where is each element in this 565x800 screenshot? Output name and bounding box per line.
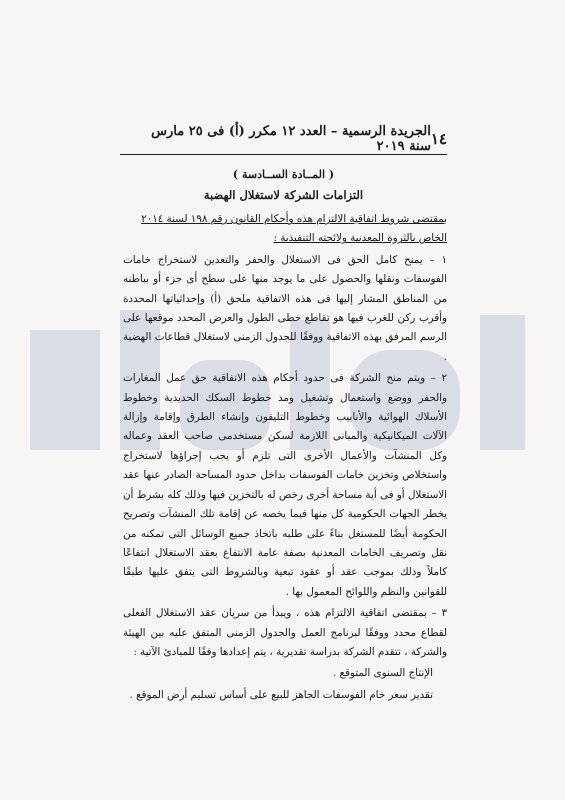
page-number: ١٤	[430, 130, 447, 148]
article-title: ( المــادة الســادسة )	[232, 168, 335, 181]
clause-3: ٣ – بمقتضى اتفاقية الالتزام هذه ، ويبدأ من سريان عقد الاستغلال الفعلى لقطاع محدد ووفقًا لبرنامج العمل والجدول الزمنى المتفق عليه بين الهيئة والشركة ، تتقدم الشركة بدراسة تقديرية ، يتم إعدادها وفقًا للمبادئ الآتية :	[123, 607, 447, 658]
gazette-issue-line: الجريدة الرسمية – العدد ١٢ مكرر (أ) فى ٢٥ مارس سنة ٢٠١٩	[151, 124, 431, 154]
clause-2: ٢ – ويتم منح الشركة فى حدود أحكام هذه الاتفاقية حق عمل المغارات والحفر ووضع واستعمال وتشغيل ومد خطوط السكك الحديدية وخطوط الأسلاك الهوائية والأنابيب وخطوط التليفون وإنشاء الطرق وإقامة وإزالة الآلات الميكانيكية والمبانى اللازمة لسكن مستخدمى صاحب العقد وعماله وكل المنشآت والأعمال الأخرى التى تلزم أو يجب إجراؤها لاستخراج واستخلاص وتخزين خامات الفوسفات بداخل حدود المساحة الصادر عنها عقد الاستغلال أو فى أية مساحة أخرى رخص له بالتخزين فيها وذلك كله بشرط أن يخطر الجهات الحكومية كل منها فيما يخصه عن إقامة تلك المنشآت وتصريح الحكومة أيضًا للمستغل بناءً على طلبه باتخاذ جميع الوسائل التى تمكنه من نقل وتصريف الخامات المعدنية بصفة عامة الانتفاع بعقد الاستغلال انتفاعًا كاملاً وذلك بموجب عقد أو عقود تبعية وبالشروط التى يتفق عليها طبقًا للقوانين والنظم واللوائح المعمول بها .	[123, 372, 447, 598]
intro-paragraph	[123, 210, 447, 249]
article-body	[123, 210, 447, 705]
clause-3-item-2: تقدير سعر خام الفوسفات الجاهز للبيع على أساس تسليم أرض الموقع .	[129, 688, 433, 701]
page-header	[150, 124, 447, 154]
header-divider	[120, 154, 447, 155]
clause-1: ١ – يمنح كامل الحق فى الاستغلال والحفر والتعدين لاستخراج خامات الفوسفات ونقلها والحصول على ما يوجد منها على سطح أى جزء أو بباطنه من المناطق المشار إليها فى هذه الاتفاقية ملحق (أ) وإحداثياتها المحددة وأقرب ركن للغرب فيها هو تقاطع خطى الطول والعرض المحدد موقعها على الرسم المرفق بهذه الاتفاقية ووفقًا للجدول الزمنى لاستغلال قطاعات الهضبة .	[123, 253, 447, 363]
article-subtitle: التزامات الشركة لاستغلال الهضبة	[203, 188, 364, 202]
clause-3-item-1: الإنتاج السنوى المتوقع .	[332, 667, 433, 680]
intro-line-1: بمقتضى شروط اتفاقية الالتزام هذه وأحكام القانون رقم ١٩٨ لسنة ٢٠١٤	[141, 213, 447, 225]
intro-line-2: الخاص بالثروة المعدنية ولائحته التنفيذية :	[273, 232, 447, 245]
